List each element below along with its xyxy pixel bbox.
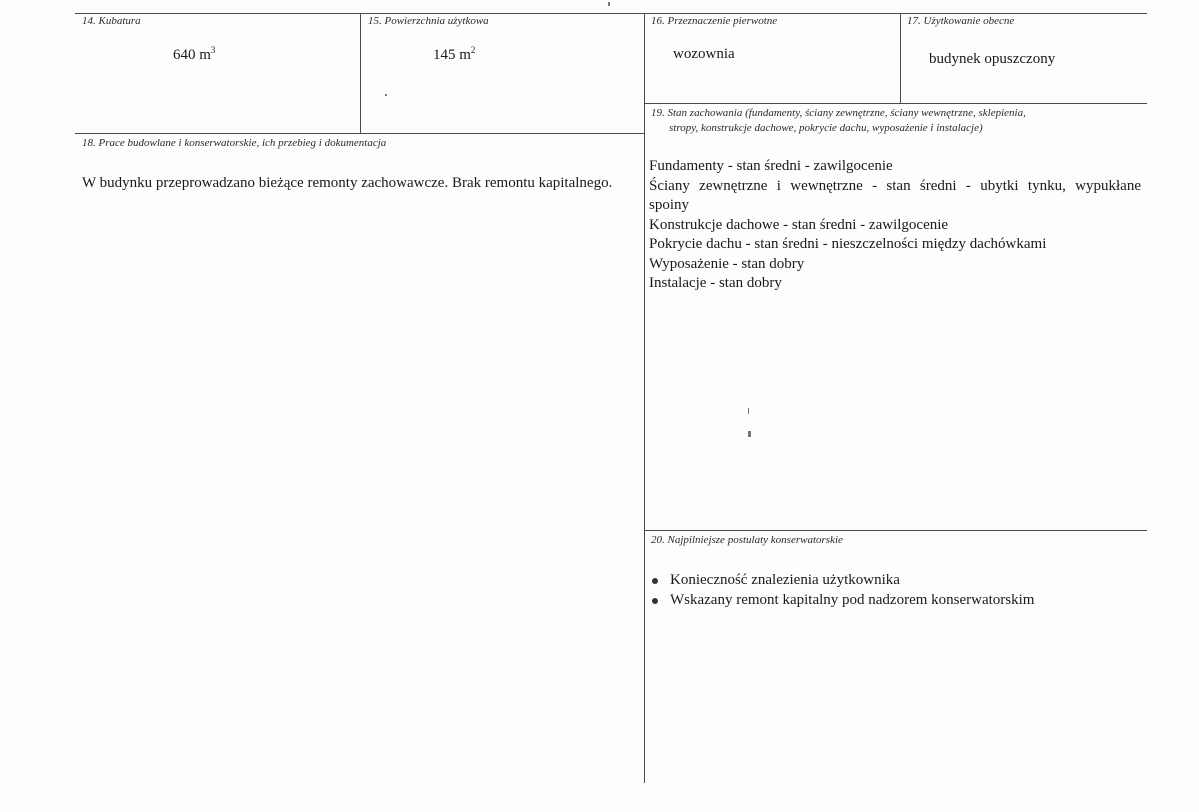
condition-line: Pokrycie dachu - stan średni - nieszczelności między dachówkami xyxy=(649,236,1047,252)
bullet-icon xyxy=(652,578,658,584)
field-18-text: W budynku przeprowadzano bieżące remonty zachowawcze. Brak remontu kapitalnego. xyxy=(82,175,613,191)
postulate-item xyxy=(647,591,1142,611)
divider-row-20 xyxy=(644,530,1147,531)
field-15-value xyxy=(433,47,475,64)
powierzchnia-unit-exponent: 2 xyxy=(470,45,476,55)
condition-line: spoiny xyxy=(649,197,690,213)
field-16-label: 16. Przeznaczenie pierwotne xyxy=(651,15,778,27)
condition-line: Fundamenty - stan średni - zawilgocenie xyxy=(649,158,893,174)
top-border-line xyxy=(75,13,1147,14)
condition-line: Konstrukcje dachowe - stan średni - zawilgocenie xyxy=(649,216,949,233)
bullet-icon xyxy=(652,598,658,604)
field-19-label-line1: 19. Stan zachowania (fundamenty, ściany zewnętrzne, ściany wewnętrzne, sklepienia, xyxy=(651,107,1026,119)
powierzchnia-value: 145 m xyxy=(433,47,471,63)
condition-line: Instalacje - stan dobry xyxy=(649,275,782,291)
field-17-label: 17. Użytkowanie obecne xyxy=(907,15,1015,27)
field-15-label: 15. Powierzchnia użytkowa xyxy=(368,15,489,27)
scan-speck xyxy=(748,431,751,437)
scan-speck xyxy=(748,408,749,414)
field-19-label-line2: stropy, konstrukcje dachowe, pokrycie dachu, wyposażenie i instalacje) xyxy=(669,122,983,134)
divider-col-16-17 xyxy=(900,13,901,104)
field-20-label: 20. Najpilniejsze postulaty konserwatorskie xyxy=(651,534,843,546)
field-16-value: wozownia xyxy=(673,46,735,62)
field-14-value xyxy=(173,47,215,64)
field-14-label: 14. Kubatura xyxy=(82,15,141,27)
condition-line: Ściany zewnętrzne i wewnętrzne - stan średni - ubytki tynku, wypukłane xyxy=(649,177,1141,194)
kubatura-unit-exponent: 3 xyxy=(210,45,216,55)
postulate-item xyxy=(647,571,1142,591)
postulate-text: Wskazany remont kapitalny pod nadzorem konserwatorskim xyxy=(670,591,1035,608)
kubatura-value: 640 m xyxy=(173,47,211,63)
divider-main-column xyxy=(644,13,645,783)
field-17-value: budynek opuszczony xyxy=(929,51,1056,67)
condition-line: Wyposażenie - stan dobry xyxy=(649,255,805,272)
field-20-list xyxy=(647,571,1142,610)
field-19-label xyxy=(651,106,1131,136)
scan-speck xyxy=(608,2,610,6)
postulate-text: Konieczność znalezienia użytkownika xyxy=(670,572,900,588)
divider-col-14-15 xyxy=(360,13,361,134)
divider-row-19 xyxy=(644,103,1147,104)
scan-speck xyxy=(385,94,387,96)
field-18-label: 18. Prace budowlane i konserwatorskie, ich przebieg i dokumentacja xyxy=(82,137,387,149)
field-19-text xyxy=(649,157,1141,294)
